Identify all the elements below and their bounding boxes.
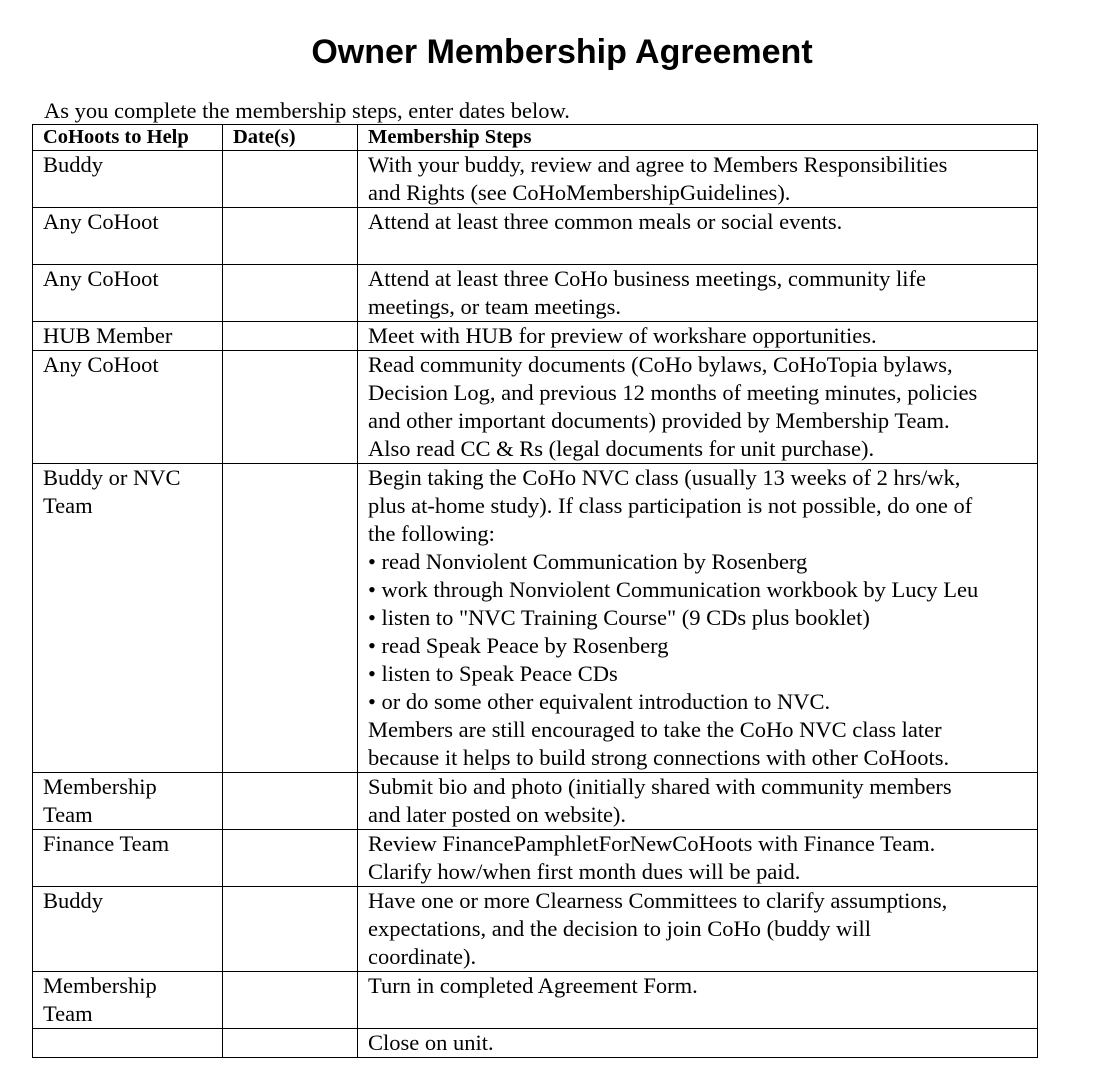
step-text: the following: <box>368 521 495 546</box>
step-text: and other important documents) provided by Membership Team. <box>368 408 950 433</box>
date-cell[interactable] <box>223 265 358 322</box>
helper-text: Any CoHoot <box>43 209 159 234</box>
step-text: Members are still encouraged to take the CoHo NVC class later <box>368 717 942 742</box>
step-text: Review FinancePamphletForNewCoHoots with Finance Team. <box>368 831 936 856</box>
bullet-item: • listen to Speak Peace CDs <box>368 661 618 686</box>
bullet-item: • read Nonviolent Communication by Rosenberg <box>368 549 808 574</box>
helper-text: Membership <box>43 774 157 799</box>
table-row <box>33 322 1038 351</box>
bullet-item: • read Speak Peace by Rosenberg <box>368 633 669 658</box>
bullet-item: • work through Nonviolent Communication workbook by Lucy Leu <box>368 577 979 602</box>
bullet-item: • or do some other equivalent introduction to NVC. <box>368 689 831 714</box>
step-text: Meet with HUB for preview of workshare opportunities. <box>368 323 877 348</box>
table-row <box>33 830 1038 887</box>
step-cell <box>358 773 1038 830</box>
helper-cell <box>33 208 223 265</box>
bullet-item: • listen to "NVC Training Course" (9 CDs plus booklet) <box>368 605 870 630</box>
table-row <box>33 887 1038 972</box>
step-cell <box>358 351 1038 464</box>
date-cell[interactable] <box>223 464 358 773</box>
header-membership-steps: Membership Steps <box>358 125 1038 151</box>
helper-text: Buddy <box>43 888 104 913</box>
date-cell[interactable] <box>223 351 358 464</box>
table-header-row <box>33 125 1038 151</box>
date-cell[interactable] <box>223 1029 358 1058</box>
step-text: Decision Log, and previous 12 months of meeting minutes, policies <box>368 380 978 405</box>
step-cell <box>358 830 1038 887</box>
table-row <box>33 151 1038 208</box>
step-cell <box>358 151 1038 208</box>
step-text: Attend at least three CoHo business meetings, community life <box>368 266 927 291</box>
helper-text: Buddy <box>43 152 104 177</box>
helper-cell <box>33 322 223 351</box>
helper-text: Membership <box>43 973 157 998</box>
helper-text: Team <box>43 1001 93 1026</box>
step-cell <box>358 887 1038 972</box>
step-text: coordinate). <box>368 944 477 969</box>
helper-text: Any CoHoot <box>43 352 159 377</box>
step-cell <box>358 322 1038 351</box>
table-row <box>33 972 1038 1029</box>
header-dates: Date(s) <box>223 125 358 151</box>
helper-text: HUB Member <box>43 323 173 348</box>
step-text: plus at-home study). If class participation is not possible, do one of <box>368 493 973 518</box>
step-cell <box>358 265 1038 322</box>
helper-text: Any CoHoot <box>43 266 159 291</box>
helper-cell <box>33 265 223 322</box>
helper-text: Buddy or NVC <box>43 465 181 490</box>
step-cell <box>358 208 1038 265</box>
step-text: Read community documents (CoHo bylaws, CoHoTopia bylaws, <box>368 352 953 377</box>
helper-cell <box>33 464 223 773</box>
helper-cell <box>33 972 223 1029</box>
date-cell[interactable] <box>223 773 358 830</box>
date-cell[interactable] <box>223 151 358 208</box>
step-text: Have one or more Clearness Committees to clarify assumptions, <box>368 888 948 913</box>
table-row <box>33 464 1038 773</box>
step-text: meetings, or team meetings. <box>368 294 622 319</box>
step-text: Submit bio and photo (initially shared with community members <box>368 774 952 799</box>
step-text: Attend at least three common meals or social events. <box>368 209 843 234</box>
membership-steps-table <box>32 124 1038 1058</box>
step-text: With your buddy, review and agree to Members Responsibilities <box>368 152 948 177</box>
table-row <box>33 265 1038 322</box>
table-row <box>33 351 1038 464</box>
helper-cell <box>33 830 223 887</box>
step-cell <box>358 972 1038 1029</box>
date-cell[interactable] <box>223 887 358 972</box>
date-cell[interactable] <box>223 830 358 887</box>
helper-cell <box>33 1029 223 1058</box>
step-cell <box>358 464 1038 773</box>
table-row <box>33 1029 1038 1058</box>
step-text: Clarify how/when first month dues will be paid. <box>368 859 801 884</box>
date-cell[interactable] <box>223 972 358 1029</box>
table-row <box>33 773 1038 830</box>
step-text: Begin taking the CoHo NVC class (usually 13 weeks of 2 hrs/wk, <box>368 465 961 490</box>
document-title: Owner Membership Agreement <box>311 33 813 71</box>
step-text: Close on unit. <box>368 1030 494 1055</box>
step-text: and later posted on website). <box>368 802 627 827</box>
step-text: expectations, and the decision to join CoHo (buddy will <box>368 916 872 941</box>
step-text: Also read CC & Rs (legal documents for unit purchase). <box>368 436 875 461</box>
table-row <box>33 208 1038 265</box>
header-cohoots-to-help: CoHoots to Help <box>33 125 223 151</box>
helper-cell <box>33 887 223 972</box>
date-cell[interactable] <box>223 208 358 265</box>
helper-cell <box>33 351 223 464</box>
helper-text: Team <box>43 802 93 827</box>
step-text: Turn in completed Agreement Form. <box>368 973 698 998</box>
date-cell[interactable] <box>223 322 358 351</box>
helper-cell <box>33 773 223 830</box>
step-cell <box>358 1029 1038 1058</box>
helper-text: Finance Team <box>43 831 170 856</box>
helper-cell <box>33 151 223 208</box>
intro-text: As you complete the membership steps, enter dates below. <box>44 98 570 123</box>
step-text: because it helps to build strong connections with other CoHoots. <box>368 745 950 770</box>
helper-text: Team <box>43 493 93 518</box>
step-text: and Rights (see CoHoMembershipGuidelines). <box>368 180 791 205</box>
